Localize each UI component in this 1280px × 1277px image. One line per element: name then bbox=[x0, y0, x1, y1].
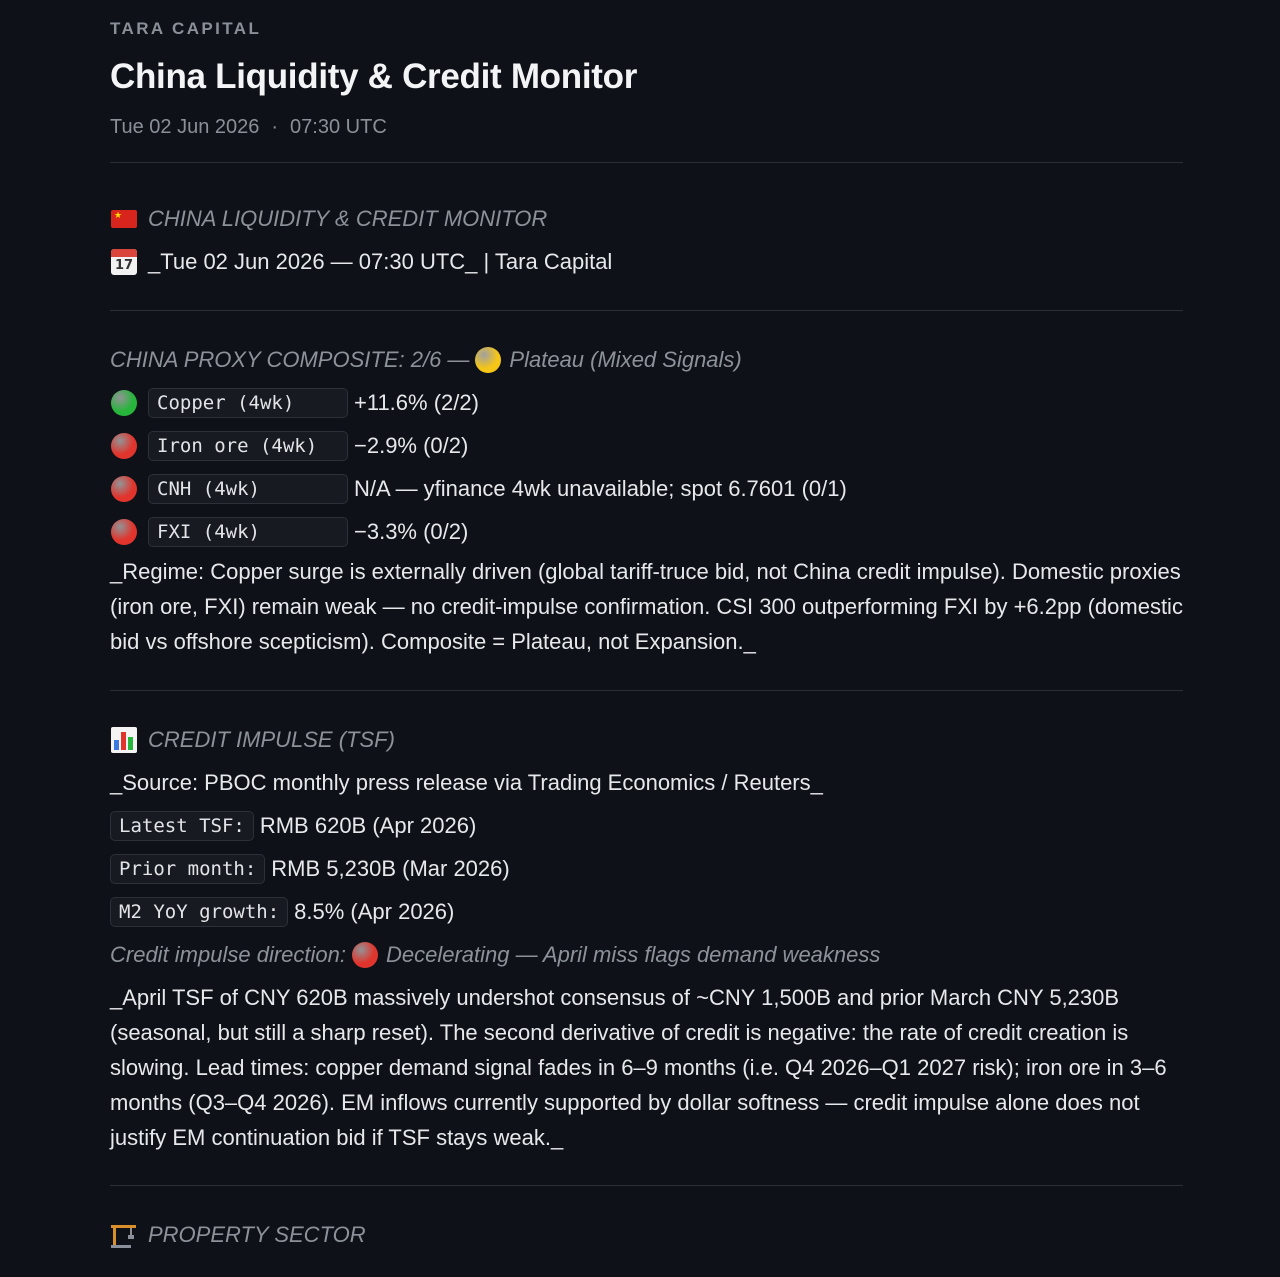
property-heading-text: PROPERTY SECTOR bbox=[148, 1222, 366, 1247]
bar-chart-icon bbox=[110, 726, 138, 754]
signal-value: −3.3% (0/2) bbox=[354, 519, 469, 544]
signal-row bbox=[110, 517, 1183, 547]
metric-row bbox=[110, 897, 1183, 927]
credit-heading-text: CREDIT IMPULSE (TSF) bbox=[148, 727, 395, 752]
intro-dateline bbox=[110, 247, 1183, 277]
signal-list bbox=[110, 388, 1183, 547]
intro-section bbox=[110, 163, 1183, 277]
credit-direction-prefix: Credit impulse direction: bbox=[110, 942, 346, 967]
report-timestamp bbox=[110, 116, 1183, 142]
meta-separator: · bbox=[271, 116, 279, 138]
page-title: China Liquidity & Credit Monitor bbox=[110, 57, 638, 96]
metric-value: RMB 5,230B (Mar 2026) bbox=[271, 856, 510, 881]
intro-heading-text: CHINA LIQUIDITY & CREDIT MONITOR bbox=[148, 206, 548, 231]
calendar-icon bbox=[110, 248, 138, 276]
signal-row bbox=[110, 474, 1183, 504]
credit-section bbox=[110, 691, 1183, 1155]
metric-value: RMB 620B (Apr 2026) bbox=[259, 813, 477, 838]
signal-label: Iron ore (4wk) bbox=[148, 431, 348, 461]
metric-row bbox=[110, 854, 1183, 884]
red-circle-icon bbox=[110, 475, 138, 503]
composite-heading-suffix: Plateau (Mixed Signals) bbox=[509, 347, 742, 372]
red-circle-icon bbox=[352, 942, 378, 968]
red-circle-icon bbox=[110, 518, 138, 546]
composite-heading bbox=[110, 345, 1183, 375]
brand-label: TARA CAPITAL bbox=[110, 19, 262, 38]
signal-label: CNH (4wk) bbox=[148, 474, 348, 504]
metric-label: Latest TSF: bbox=[110, 811, 254, 841]
metric-label: M2 YoY growth: bbox=[110, 897, 288, 927]
signal-value: −2.9% (0/2) bbox=[354, 433, 469, 458]
property-heading bbox=[110, 1220, 1183, 1250]
metric-label: Prior month: bbox=[110, 854, 265, 884]
signal-label: FXI (4wk) bbox=[148, 517, 348, 547]
composite-section bbox=[110, 311, 1183, 659]
report-time: 07:30 UTC bbox=[290, 116, 387, 138]
credit-source: _Source: PBOC monthly press release via Trading Economics / Reuters_ bbox=[110, 770, 823, 795]
signal-value: N/A — yfinance 4wk unavailable; spot 6.7601 (0/1) bbox=[354, 476, 847, 501]
credit-commentary: _April TSF of CNY 620B massively undershot consensus of ~CNY 1,500B and prior March CNY 5,230B (seasonal, but still a sharp reset). The second derivative of credit is negative: the rate of credit creation is slowing. Lead times: copper demand signal fades in 6–9 months (i.e. Q4 2026–Q1 2027 risk); iron ore in 3–6 months (Q3–Q4 2026). EM inflows currently supported by dollar softness — credit impulse alone does not justify EM continuation bid if TSF stays weak._ bbox=[110, 985, 1167, 1150]
regime-commentary: _Regime: Copper surge is externally driven (global tariff-truce bid, not China credit impulse). Domestic proxies (iron ore, FXI) remain weak — no credit-impulse confirmation. CSI 300 outperforming FXI by +6.2pp (domestic bid vs offshore scepticism). Composite = Plateau, not Expansion._ bbox=[110, 559, 1183, 654]
credit-direction bbox=[110, 940, 1183, 970]
intro-heading bbox=[110, 204, 1183, 234]
credit-direction-suffix: Decelerating — April miss flags demand weakness bbox=[385, 942, 881, 967]
green-circle-icon bbox=[110, 389, 138, 417]
report-date: Tue 02 Jun 2026 bbox=[110, 116, 260, 138]
credit-heading bbox=[110, 725, 1183, 755]
china-flag-icon: ★ bbox=[110, 205, 138, 233]
yellow-circle-icon bbox=[475, 347, 501, 373]
report-page bbox=[110, 0, 1183, 1250]
property-section bbox=[110, 1186, 1183, 1250]
metric-value: 8.5% (Apr 2026) bbox=[294, 899, 455, 924]
construction-crane-icon bbox=[110, 1221, 138, 1249]
calendar-day: 17 bbox=[114, 258, 134, 273]
metric-row bbox=[110, 811, 1183, 841]
red-circle-icon bbox=[110, 432, 138, 460]
signal-label: Copper (4wk) bbox=[148, 388, 348, 418]
signal-value: +11.6% (2/2) bbox=[354, 390, 479, 415]
signal-row bbox=[110, 431, 1183, 461]
signal-row bbox=[110, 388, 1183, 418]
intro-dateline-text: _Tue 02 Jun 2026 — 07:30 UTC_ | Tara Capital bbox=[148, 249, 613, 274]
composite-heading-prefix: CHINA PROXY COMPOSITE: 2/6 — bbox=[110, 347, 470, 372]
